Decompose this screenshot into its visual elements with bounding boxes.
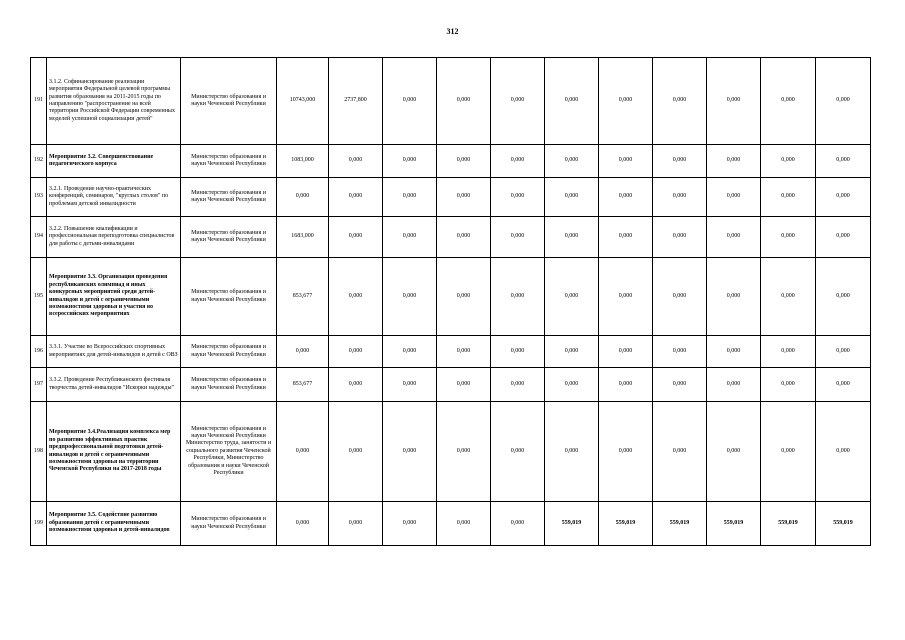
funding-value: 0,000 [437, 368, 491, 402]
funding-value: 0,000 [816, 336, 871, 368]
responsible-org: Министерство образования и науки Чеченской Республики [181, 58, 277, 145]
funding-value: 559,019 [761, 502, 816, 546]
funding-value: 0,000 [599, 258, 653, 336]
page-number: 312 [446, 27, 459, 36]
funding-value: 0,000 [816, 402, 871, 502]
funding-value: 0,000 [761, 58, 816, 145]
row-number: 199 [31, 502, 47, 546]
table-row [31, 368, 871, 402]
row-number: 195 [31, 258, 47, 336]
funding-value: 0,000 [383, 502, 437, 546]
measure-name: 3.2.2. Повышение квалификации и профессиональная переподготовка специалистов для работы с детьми-инвалидами [47, 217, 181, 258]
funding-value: 0,000 [329, 402, 383, 502]
funding-value: 0,000 [816, 217, 871, 258]
responsible-org: Министерство образования и науки Чеченской Республики [181, 217, 277, 258]
measure-name: 3.3.2. Проведение Республиканского фестиваля творчества детей-инвалидов "Искорки надежды" [47, 368, 181, 402]
funding-value: 0,000 [816, 368, 871, 402]
funding-value: 0,000 [599, 58, 653, 145]
funding-value: 0,000 [653, 402, 707, 502]
measure-name: 3.3.1. Участие во Всероссийских спортивных мероприятиях для детей-инвалидов и детей с ОВЗ [47, 336, 181, 368]
funding-value: 559,019 [545, 502, 599, 546]
funding-value: 0,000 [707, 178, 761, 217]
funding-value: 0,000 [816, 58, 871, 145]
funding-value: 0,000 [383, 178, 437, 217]
responsible-org: Министерство образования и науки Чеченской Республики [181, 258, 277, 336]
funding-value: 0,000 [545, 402, 599, 502]
funding-value: 0,000 [816, 145, 871, 178]
funding-value: 0,000 [277, 402, 329, 502]
funding-value: 0,000 [383, 258, 437, 336]
funding-value: 0,000 [437, 217, 491, 258]
funding-value: 0,000 [653, 178, 707, 217]
table-body [31, 58, 871, 546]
table-row [31, 402, 871, 502]
funding-value: 0,000 [383, 336, 437, 368]
table-row [31, 502, 871, 546]
measure-name: Мероприятие 3.4.Реализация комплекса мер по развитию эффективных практик предпрофессиональной подготовки детей-инвалидов и детей с ограниченными возможностями здоровья на территории Чеченской Республики на 2017-2018 годы [47, 402, 181, 502]
funding-value: 0,000 [329, 217, 383, 258]
funding-value: 0,000 [383, 368, 437, 402]
funding-value: 0,000 [329, 258, 383, 336]
funding-value: 0,000 [383, 217, 437, 258]
funding-value: 0,000 [277, 178, 329, 217]
funding-value: 0,000 [761, 258, 816, 336]
funding-value: 0,000 [437, 336, 491, 368]
funding-value: 559,019 [816, 502, 871, 546]
funding-value: 0,000 [545, 368, 599, 402]
funding-value: 0,000 [707, 258, 761, 336]
funding-value: 0,000 [329, 502, 383, 546]
funding-value: 0,000 [491, 258, 545, 336]
funding-value: 0,000 [653, 336, 707, 368]
funding-value: 0,000 [491, 502, 545, 546]
funding-value: 0,000 [491, 402, 545, 502]
funding-value: 0,000 [329, 178, 383, 217]
funding-value: 0,000 [383, 145, 437, 178]
funding-value: 853,677 [277, 258, 329, 336]
funding-value: 0,000 [491, 368, 545, 402]
responsible-org: Министерство образования и науки Чеченской Республики [181, 178, 277, 217]
funding-value: 0,000 [653, 258, 707, 336]
responsible-org: Министерство образования и науки Чеченской Республики [181, 336, 277, 368]
funding-value: 0,000 [599, 217, 653, 258]
funding-value: 0,000 [491, 178, 545, 217]
funding-value: 0,000 [707, 368, 761, 402]
funding-value: 0,000 [545, 217, 599, 258]
responsible-org: Министерство образования и науки Чеченской Республики [181, 145, 277, 178]
table-row [31, 58, 871, 145]
funding-value: 0,000 [491, 217, 545, 258]
funding-value: 0,000 [707, 58, 761, 145]
funding-value: 559,019 [707, 502, 761, 546]
funding-value: 0,000 [761, 402, 816, 502]
funding-value: 0,000 [816, 258, 871, 336]
table-row [31, 336, 871, 368]
table-row [31, 145, 871, 178]
row-number: 196 [31, 336, 47, 368]
funding-value: 0,000 [437, 502, 491, 546]
funding-value: 0,000 [707, 402, 761, 502]
row-number: 193 [31, 178, 47, 217]
funding-value: 0,000 [599, 402, 653, 502]
funding-value: 0,000 [816, 178, 871, 217]
funding-value: 0,000 [653, 368, 707, 402]
funding-value: 0,000 [383, 58, 437, 145]
funding-value: 0,000 [491, 58, 545, 145]
responsible-org: Министерство образования и науки Чеченской Республики [181, 502, 277, 546]
funding-value: 0,000 [545, 336, 599, 368]
funding-value: 0,000 [383, 402, 437, 502]
table-row [31, 258, 871, 336]
funding-value: 0,000 [437, 145, 491, 178]
funding-value: 0,000 [761, 336, 816, 368]
row-number: 194 [31, 217, 47, 258]
funding-value: 0,000 [653, 217, 707, 258]
funding-value: 0,000 [329, 368, 383, 402]
funding-value: 853,677 [277, 368, 329, 402]
funding-value: 559,019 [599, 502, 653, 546]
funding-value: 0,000 [761, 368, 816, 402]
funding-value: 0,000 [761, 145, 816, 178]
funding-value: 0,000 [437, 402, 491, 502]
funding-value: 0,000 [707, 336, 761, 368]
funding-value: 0,000 [437, 58, 491, 145]
funding-value: 0,000 [277, 502, 329, 546]
funding-value: 1083,000 [277, 145, 329, 178]
row-number: 197 [31, 368, 47, 402]
measure-name: 3.1.2. Софинансирование реализации мероприятия Федеральной целевой программы развития образования на 2011-2015 годы по направлению "распространение на всей территории Российской Федерации современных моделей успешной социализации детей" [47, 58, 181, 145]
funding-value: 0,000 [599, 145, 653, 178]
funding-value: 0,000 [277, 336, 329, 368]
funding-value: 2737,800 [329, 58, 383, 145]
funding-value: 0,000 [329, 336, 383, 368]
funding-value: 0,000 [491, 145, 545, 178]
funding-value: 0,000 [491, 336, 545, 368]
funding-value: 0,000 [707, 145, 761, 178]
funding-value: 559,019 [653, 502, 707, 546]
funding-value: 0,000 [545, 258, 599, 336]
measure-name: Мероприятие 3.5. Содействие развитию образования детей с ограниченными возможностями здоровья и детей-инвалидов [47, 502, 181, 546]
row-number: 191 [31, 58, 47, 145]
responsible-org: Министерство образования и науки Чеченской Республики Министерство труда, занятости и социального развития Чеченской Республики, Министерство образования и науки Чеченской Республики [181, 402, 277, 502]
funding-value: 0,000 [707, 217, 761, 258]
row-number: 198 [31, 402, 47, 502]
measure-name: Мероприятие 3.2. Совершенствование педагогического корпуса [47, 145, 181, 178]
funding-value: 0,000 [653, 145, 707, 178]
measure-name: Мероприятие 3.3. Организация проведения республиканских олимпиад и иных конкурсных мероприятий среди детей-инвалидов и детей с ограниченными возможностями здоровья и участия во всероссийских мероприятиях [47, 258, 181, 336]
table-row [31, 178, 871, 217]
funding-value: 0,000 [437, 178, 491, 217]
funding-value: 0,000 [545, 58, 599, 145]
funding-value: 0,000 [437, 258, 491, 336]
funding-value: 0,000 [653, 58, 707, 145]
responsible-org: Министерство образования и науки Чеченской Республики [181, 368, 277, 402]
row-number: 192 [31, 145, 47, 178]
funding-value: 0,000 [599, 178, 653, 217]
measure-name: 3.2.1. Проведение научно-практических конференций, семинаров, "круглых столов" по проблемам детской инвалидности [47, 178, 181, 217]
funding-value: 0,000 [761, 217, 816, 258]
funding-value: 1683,000 [277, 217, 329, 258]
funding-value: 0,000 [545, 145, 599, 178]
funding-value: 0,000 [761, 178, 816, 217]
table-row [31, 217, 871, 258]
funding-value: 0,000 [545, 178, 599, 217]
funding-value: 10743,000 [277, 58, 329, 145]
funding-value: 0,000 [599, 368, 653, 402]
funding-value: 0,000 [599, 336, 653, 368]
funding-value: 0,000 [329, 145, 383, 178]
budget-table [30, 57, 871, 546]
